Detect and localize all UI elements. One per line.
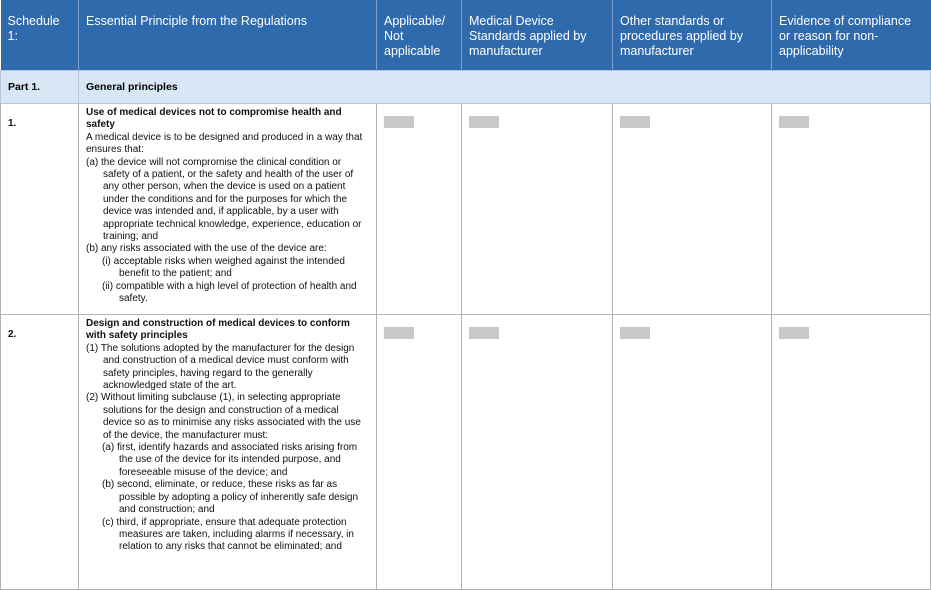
header-other-standards: Other standards or procedures applied by manufacturer [613,0,772,71]
evidence-cell[interactable] [772,104,931,315]
principle-title: Design and construction of medical devices to conform with safety principles [86,318,350,342]
part-row [1,71,931,104]
input-placeholder[interactable] [620,116,650,128]
principle-number: 2. [1,315,79,590]
input-placeholder[interactable] [469,116,499,128]
principle-line: A medical device is to be designed and produced in a way that ensures that: [86,131,363,156]
principle-line: (b) second, eliminate, or reduce, these risks as far as possible by adopting a policy of inherently safe design and construction; and [102,479,359,516]
device-standards-cell[interactable] [462,104,613,315]
part-number: Part 1. [1,71,79,104]
principle-number: 1. [1,104,79,315]
evidence-cell[interactable] [772,315,931,590]
table-row [1,315,931,590]
applicable-cell[interactable] [377,104,462,315]
header-schedule: Schedule 1: [1,0,79,71]
device-standards-cell[interactable] [462,315,613,590]
principle-line: (c) third, if appropriate, ensure that adequate protection measures are taken, including alarms if necessary, in relation to any risks that cannot be eliminated; and [102,516,354,553]
header-applicable: Applicable/ Not applicable [377,0,462,71]
input-placeholder[interactable] [779,327,809,339]
header-essential-principle: Essential Principle from the Regulations [79,0,377,71]
input-placeholder[interactable] [384,327,414,339]
principle-line: (b) any risks associated with the use of the device are: [86,243,327,255]
applicable-cell[interactable] [377,315,462,590]
table-row [1,104,931,315]
input-placeholder[interactable] [469,327,499,339]
principle-line: (a) the device will not compromise the clinical condition or safety of a patient, or the safety and health of the user of any other person, when the device is used on a patient under the conditions and for the purposes for which the device was intended and, if applicable, by a user with appropriate technical knowledge, experience, education or training; and [86,156,362,243]
principle-line: (2) Without limiting subclause (1), in selecting appropriate solutions for the design and construction of a medical device so as to minimise any risks associated with the use of the device, the manufacturer must: [86,392,361,441]
principle-line: (1) The solutions adopted by the manufacturer for the design and construction of a medical device must conform with safety principles, having regard to the generally acknowledged state of the art. [86,342,355,392]
other-standards-cell[interactable] [613,104,772,315]
principle-line: (ii) compatible with a high level of protection of health and safety. [102,280,357,305]
table-header-row [1,0,931,71]
principle-line: (i) acceptable risks when weighed against the intended benefit to the patient; and [102,255,345,280]
principle-line: (a) first, identify hazards and associated risks arising from the use of the device for its intended purpose, and foreseeable misuse of the device; and [102,442,358,478]
header-device-standards: Medical Device Standards applied by manufacturer [462,0,613,71]
other-standards-cell[interactable] [613,315,772,590]
principle-text [79,104,377,315]
principle-title: Use of medical devices not to compromise health and safety [86,107,342,131]
input-placeholder[interactable] [384,116,414,128]
input-placeholder[interactable] [620,327,650,339]
header-evidence: Evidence of compliance or reason for non-applicability [772,0,931,71]
principle-text [79,315,377,590]
part-title: General principles [79,71,931,104]
input-placeholder[interactable] [779,116,809,128]
